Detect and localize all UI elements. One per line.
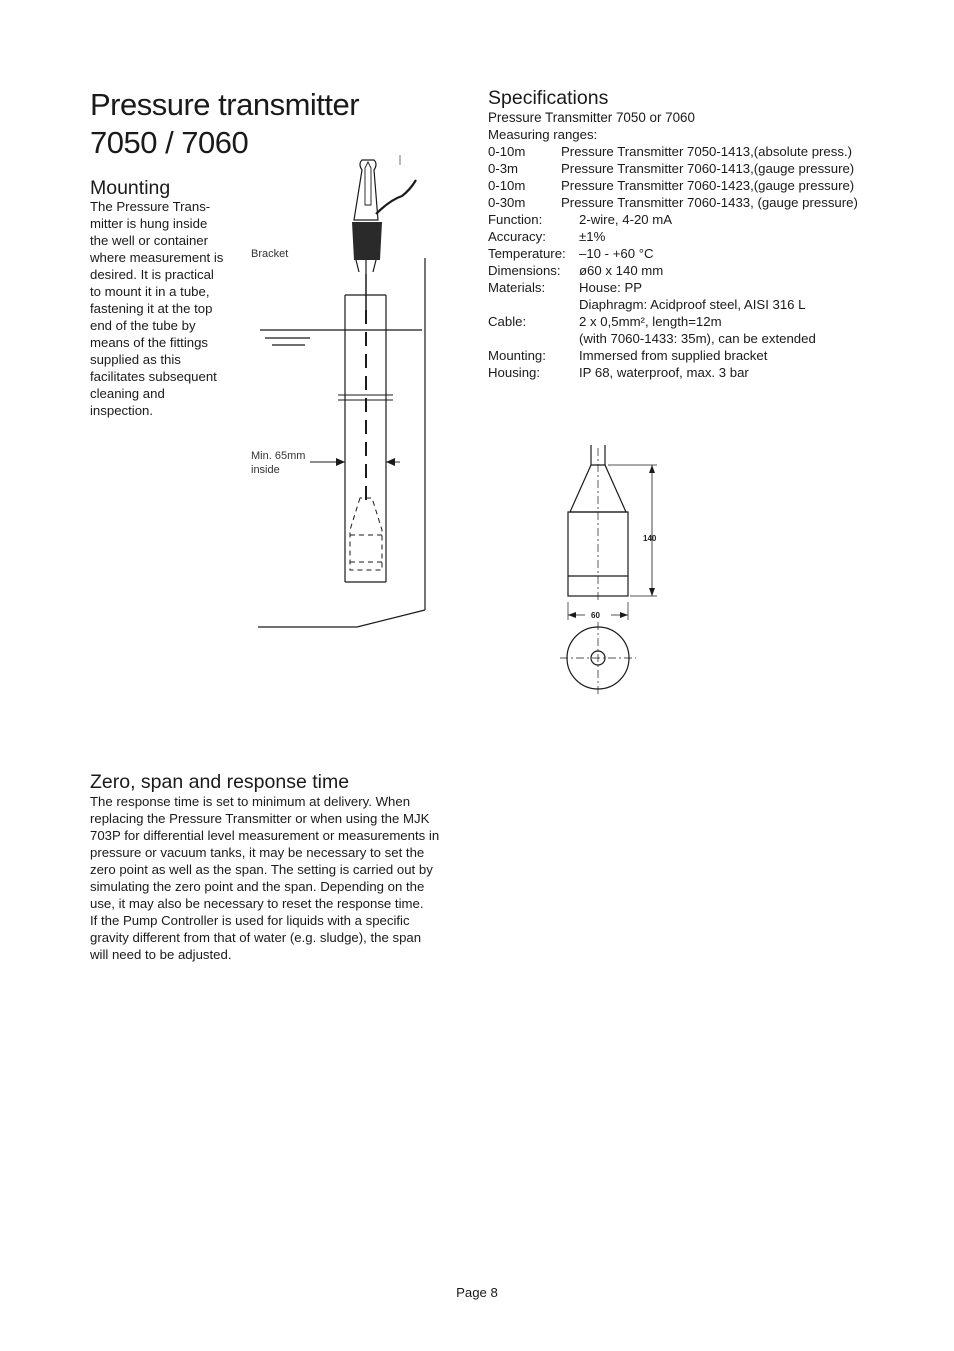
zero-line: zero point as well as the span. The setting is carried out by [90, 862, 433, 877]
spec-label: Housing: [488, 365, 541, 380]
zero-line: replacing the Pressure Transmitter or when using the MJK [90, 811, 430, 826]
mounting-line: facilitates subsequent [90, 369, 217, 384]
spec-label: Accuracy: [488, 229, 546, 244]
spec-value: ±1% [579, 229, 606, 244]
zero-line: simulating the zero point and the span. Depending on the [90, 879, 425, 894]
mounting-heading: Mounting [90, 177, 171, 199]
cable-top [376, 180, 416, 214]
spec-label [488, 296, 579, 313]
bracket-label: Bracket [251, 248, 289, 260]
transmitter-cone [570, 465, 626, 512]
spec-value: –10 - +60 °C [579, 246, 654, 261]
range-row [488, 160, 858, 177]
spec-row [488, 245, 816, 262]
bracket-grip [352, 222, 382, 260]
spec-label: Cable: [488, 314, 527, 329]
specifications-table [488, 211, 816, 381]
mounting-line: the well or container [90, 233, 209, 248]
range-row [488, 194, 858, 211]
page-number: Page 8 [456, 1285, 498, 1300]
min-diameter-label-line2: inside [251, 464, 280, 476]
range-desc: Pressure Transmitter 7060-1413,(gauge pressure) [561, 161, 855, 176]
spec-row [488, 211, 816, 228]
zero-span-text [90, 793, 470, 963]
zero-line: use, it may also be necessary to reset the response time. [90, 896, 424, 911]
spec-label [488, 330, 579, 347]
measuring-ranges-table [488, 143, 858, 211]
zero-line: gravity different from that of water (e.g. sludge), the span [90, 930, 422, 945]
mounting-line: means of the fittings [90, 335, 209, 350]
range-value: 0-10m [488, 144, 526, 159]
spec-value: 2 x 0,5mm², length=12m [579, 314, 722, 329]
spec-label: Dimensions: [488, 263, 561, 278]
mounting-line: The Pressure Trans- [90, 199, 211, 214]
specifications-heading: Specifications [488, 87, 609, 109]
spec-row [488, 296, 816, 313]
bracket-clamp [354, 160, 378, 220]
range-desc: Pressure Transmitter 7060-1433, (gauge pressure) [561, 195, 858, 210]
transmitter-hidden [350, 498, 382, 570]
mounting-text [90, 198, 240, 419]
zero-line: If the Pump Controller is used for liquids with a specific [90, 913, 410, 928]
zero-span-heading: Zero, span and response time [90, 771, 350, 793]
range-desc: Pressure Transmitter 7050-1413,(absolute press.) [561, 144, 852, 159]
spec-row [488, 279, 816, 296]
range-desc: Pressure Transmitter 7060-1423,(gauge pressure) [561, 178, 855, 193]
title-line-2: 7050 / 7060 [90, 125, 249, 160]
spec-value: Diaphragm: Acidproof steel, AISI 316 L [579, 297, 806, 312]
spec-label: Temperature: [488, 246, 566, 261]
spec-row [488, 262, 816, 279]
zero-line: will need to be adjusted. [90, 947, 232, 962]
spec-value: ø60 x 140 mm [579, 263, 664, 278]
range-value: 0-10m [488, 178, 526, 193]
mounting-line: cleaning and [90, 386, 165, 401]
spec-row [488, 228, 816, 245]
dim-width-label: 60 [591, 611, 600, 620]
zero-line: 703P for differential level measurement or measurements in [90, 828, 440, 843]
spec-label: Mounting: [488, 348, 546, 363]
range-row [488, 177, 858, 194]
specifications-subheading: Pressure Transmitter 7050 or 7060 [488, 110, 695, 125]
spec-value: IP 68, waterproof, max. 3 bar [579, 365, 749, 380]
mounting-diagram [250, 150, 450, 640]
range-value: 0-30m [488, 195, 526, 210]
spec-row [488, 313, 816, 330]
zero-line: The response time is set to minimum at delivery. When [90, 794, 411, 809]
dimension-drawing [555, 440, 675, 700]
mounting-line: fastening it at the top [90, 301, 213, 316]
min-diameter-label-line1: Min. 65mm [251, 450, 306, 462]
title-line-1: Pressure transmitter [90, 87, 360, 122]
spec-value: Immersed from supplied bracket [579, 348, 768, 363]
mounting-line: supplied as this [90, 352, 181, 367]
measuring-ranges-label: Measuring ranges: [488, 127, 598, 142]
mounting-line: to mount it in a tube, [90, 284, 210, 299]
spec-value: (with 7060-1433: 35m), can be extended [579, 331, 816, 346]
spec-row [488, 347, 816, 364]
mounting-line: mitter is hung inside [90, 216, 208, 231]
spec-row [488, 330, 816, 347]
spec-value: 2-wire, 4-20 mA [579, 212, 673, 227]
range-row [488, 143, 858, 160]
zero-line: pressure or vacuum tanks, it may be necessary to set the [90, 845, 425, 860]
dim-height-label: 140 [643, 534, 657, 543]
mounting-line: inspection. [90, 403, 154, 418]
spec-label: Function: [488, 212, 543, 227]
spec-label: Materials: [488, 280, 546, 295]
range-value: 0-3m [488, 161, 519, 176]
mounting-line: desired. It is practical [90, 267, 214, 282]
mounting-line: end of the tube by [90, 318, 196, 333]
spec-value: House: PP [579, 280, 643, 295]
spec-row [488, 364, 816, 381]
mounting-line: where measurement is [90, 250, 224, 265]
